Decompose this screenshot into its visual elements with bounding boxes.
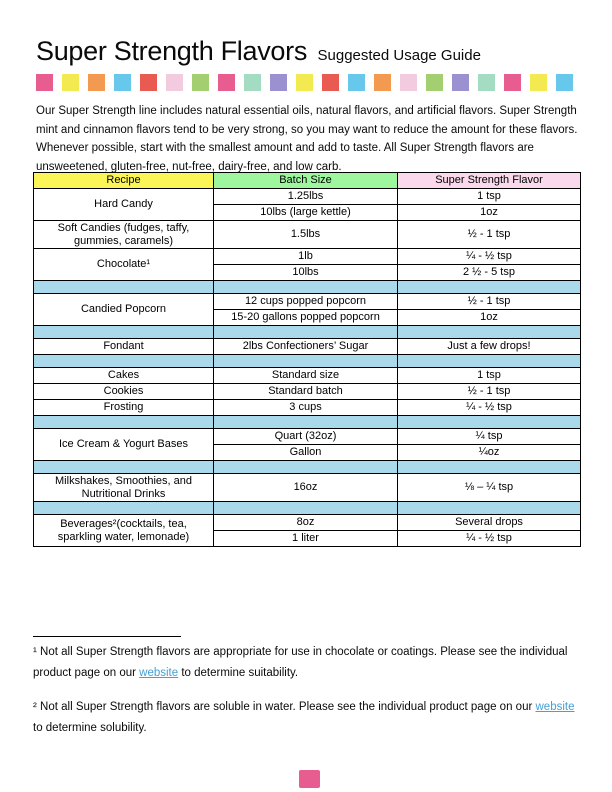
website-link[interactable]: website <box>535 701 575 713</box>
table-row <box>34 294 581 310</box>
table-row <box>34 189 581 205</box>
recipe-cell: Ice Cream & Yogurt Bases <box>34 429 214 461</box>
flavor-cell: 1oz <box>398 310 581 326</box>
stripe-square <box>244 74 261 91</box>
footer-accent-square <box>299 770 320 788</box>
recipe-cell: Soft Candies (fudges, taffy, gummies, caramels) <box>34 221 214 249</box>
footnote-text: Not all Super Strength flavors are appropriate for use in chocolate or coatings. Please see the individual product page on our <box>33 646 568 679</box>
table-row <box>34 400 581 416</box>
stripe-square <box>322 74 339 91</box>
flavor-cell: Several drops <box>398 515 581 531</box>
table-header-row <box>34 173 581 189</box>
batch-size-cell: 10lbs <box>214 265 398 281</box>
flavor-cell: 2 ½ - 5 tsp <box>398 265 581 281</box>
table-row <box>34 249 581 265</box>
recipe-cell: Cookies <box>34 384 214 400</box>
stripe-square <box>36 74 53 91</box>
page-title-block <box>36 36 586 67</box>
page-title: Super Strength Flavors <box>36 36 308 66</box>
flavor-cell: ¼ tsp <box>398 429 581 445</box>
stripe-square <box>374 74 391 91</box>
flavor-cell: ⅛ – ¼ tsp <box>398 474 581 502</box>
flavor-cell: ¼ - ½ tsp <box>398 249 581 265</box>
table-row <box>34 474 581 502</box>
batch-size-cell: Standard size <box>214 368 398 384</box>
stripe-square <box>166 74 183 91</box>
footnote-separator-rule <box>33 636 181 637</box>
stripe-square <box>478 74 495 91</box>
table-row <box>34 384 581 400</box>
stripe-square <box>348 74 365 91</box>
column-header-flavor: Super Strength Flavor <box>398 173 581 189</box>
flavor-cell: 1oz <box>398 205 581 221</box>
spacer-row <box>34 281 581 294</box>
stripe-square <box>296 74 313 91</box>
recipe-cell: Cakes <box>34 368 214 384</box>
table-row <box>34 221 581 249</box>
flavor-cell: ½ - 1 tsp <box>398 384 581 400</box>
intro-paragraph: Our Super Strength line includes natural essential oils, natural flavors, and artificial flavors. Super Strength mint and cinnamon flavors tend to be very strong, so you may want to reduce the amount for these flavors. Whenever possible, start with the smallest amount and add to taste. All Super Strength flavors are unsweetened, gluten-free, nut-free, dairy-free, and low carb. <box>36 105 578 173</box>
flavor-cell: Just a few drops! <box>398 339 581 355</box>
spacer-row <box>34 355 581 368</box>
color-stripe <box>36 74 573 91</box>
batch-size-cell: 1.5lbs <box>214 221 398 249</box>
spacer-row <box>34 326 581 339</box>
flavor-cell: 1 tsp <box>398 368 581 384</box>
footnote-1 <box>33 642 581 684</box>
spacer-row <box>34 461 581 474</box>
recipe-cell: Fondant <box>34 339 214 355</box>
batch-size-cell: Standard batch <box>214 384 398 400</box>
spacer-row <box>34 416 581 429</box>
batch-size-cell: 12 cups popped popcorn <box>214 294 398 310</box>
usage-table <box>33 172 581 547</box>
batch-size-cell: 3 cups <box>214 400 398 416</box>
stripe-square <box>88 74 105 91</box>
footnote-marker: ² <box>33 701 37 713</box>
batch-size-cell: 10lbs (large kettle) <box>214 205 398 221</box>
stripe-square <box>192 74 209 91</box>
recipe-cell: Milkshakes, Smoothies, and Nutritional Drinks <box>34 474 214 502</box>
flavor-cell: ¼ - ½ tsp <box>398 400 581 416</box>
spacer-row <box>34 502 581 515</box>
batch-size-cell: 1.25lbs <box>214 189 398 205</box>
batch-size-cell: Quart (32oz) <box>214 429 398 445</box>
recipe-cell: Hard Candy <box>34 189 214 221</box>
page-subtitle: Suggested Usage Guide <box>317 47 481 64</box>
footnote-text: Not all Super Strength flavors are soluble in water. Please see the individual product page on our <box>40 701 533 713</box>
recipe-cell: Beverages²(cocktails, tea, sparkling water, lemonade) <box>34 515 214 547</box>
flavor-cell: 1 tsp <box>398 189 581 205</box>
stripe-square <box>530 74 547 91</box>
column-header-batch-size: Batch Size <box>214 173 398 189</box>
flavor-cell: ¼oz <box>398 445 581 461</box>
flavor-cell: ¼ - ½ tsp <box>398 531 581 547</box>
batch-size-cell: 15-20 gallons popped popcorn <box>214 310 398 326</box>
footnote-marker: ¹ <box>33 646 37 658</box>
footnote-2 <box>33 697 581 739</box>
recipe-cell: Frosting <box>34 400 214 416</box>
stripe-square <box>218 74 235 91</box>
stripe-square <box>400 74 417 91</box>
recipe-cell: Chocolate¹ <box>34 249 214 281</box>
flavor-cell: ½ - 1 tsp <box>398 294 581 310</box>
stripe-square <box>270 74 287 91</box>
flavor-cell: ½ - 1 tsp <box>398 221 581 249</box>
stripe-square <box>114 74 131 91</box>
batch-size-cell: 1 liter <box>214 531 398 547</box>
stripe-square <box>504 74 521 91</box>
batch-size-cell: 2lbs Confectioners’ Sugar <box>214 339 398 355</box>
recipe-cell: Candied Popcorn <box>34 294 214 326</box>
stripe-square <box>556 74 573 91</box>
stripe-square <box>62 74 79 91</box>
footnote-text: to determine suitability. <box>181 667 299 679</box>
footnote-text: to determine solubility. <box>33 722 147 734</box>
table-row <box>34 429 581 445</box>
batch-size-cell: 16oz <box>214 474 398 502</box>
column-header-recipe: Recipe <box>34 173 214 189</box>
stripe-square <box>140 74 157 91</box>
table-row <box>34 339 581 355</box>
batch-size-cell: 1lb <box>214 249 398 265</box>
batch-size-cell: Gallon <box>214 445 398 461</box>
stripe-square <box>452 74 469 91</box>
website-link[interactable]: website <box>139 667 179 679</box>
batch-size-cell: 8oz <box>214 515 398 531</box>
table-row <box>34 368 581 384</box>
table-row <box>34 515 581 531</box>
stripe-square <box>426 74 443 91</box>
